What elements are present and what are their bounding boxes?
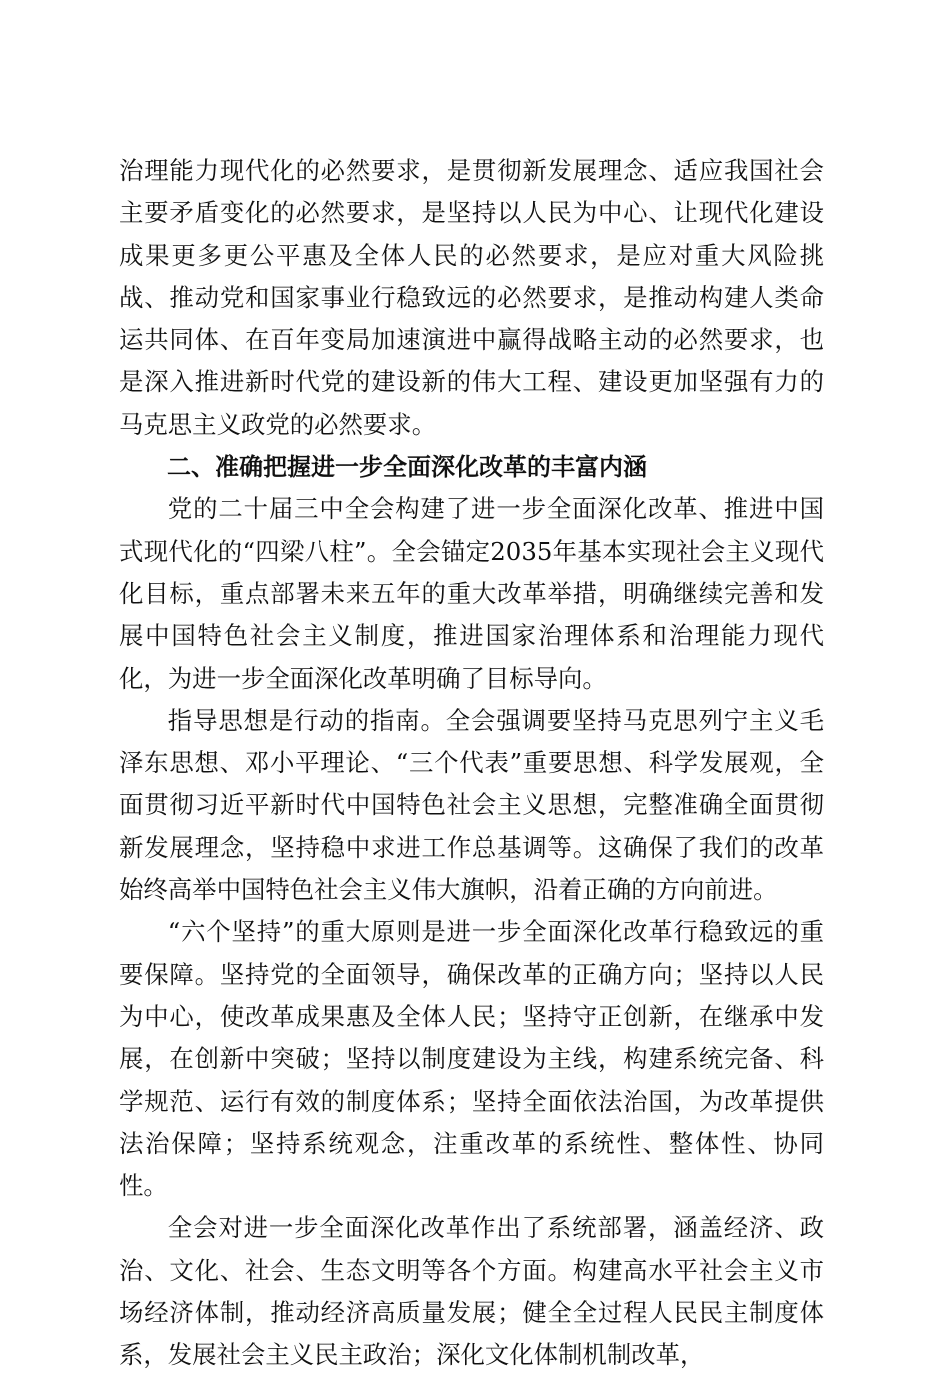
paragraph-system-deployment: 全会对进一步全面深化改革作出了系统部署，涵盖经济、政治、文化、社会、生态文明等各个方面。构建高水平社会主义市场经济体制，推动经济高质量发展；健全全过程人民民主制度体系，发展社会主义民主政治；深化文化体制机制改革， bbox=[119, 1213, 824, 1370]
document-body bbox=[119, 150, 824, 1377]
paragraph-six-principles: “六个坚持”的重大原则是进一步全面深化改革行稳致远的重要保障。坚持党的全面领导，确保改革的正确方向；坚持以人民为中心，使改革成果惠及全体人民；坚持守正创新，在继承中发展，在创新中突破；坚持以制度建设为主线，构建系统完备、科学规范、运行有效的制度体系；坚持全面依法治国，为改革提供法治保障；坚持系统观念，注重改革的系统性、整体性、协同性。 bbox=[119, 917, 824, 1201]
paragraph-four-beams: 党的二十届三中全会构建了进一步全面深化改革、推进中国式现代化的“四梁八柱”。全会锚定2035年基本实现社会主义现代化目标，重点部署未来五年的重大改革举措，明确继续完善和发展中国特色社会主义制度，推进国家治理体系和治理能力现代化，为进一步全面深化改革明确了目标导向。 bbox=[119, 494, 824, 693]
paragraph-continuation: 治理能力现代化的必然要求，是贯彻新发展理念、适应我国社会主要矛盾变化的必然要求，是坚持以人民为中心、让现代化建设成果更多更公平惠及全体人民的必然要求，是应对重大风险挑战、推动党和国家事业行稳致远的必然要求，是推动构建人类命运共同体、在百年变局加速演进中赢得战略主动的必然要求，也是深入推进新时代党的建设新的伟大工程、建设更加坚强有力的马克思主义政党的必然要求。 bbox=[119, 156, 824, 439]
section-heading: 二、准确把握进一步全面深化改革的丰富内涵 bbox=[167, 453, 647, 482]
paragraph-guiding-thought: 指导思想是行动的指南。全会强调要坚持马克思列宁主义毛泽东思想、邓小平理论、“三个代表”重要思想、科学发展观，全面贯彻习近平新时代中国特色社会主义思想，完整准确全面贯彻新发展理念，坚持稳中求进工作总基调等。这确保了我们的改革始终高举中国特色社会主义伟大旗帜，沿着正确的方向前进。 bbox=[119, 705, 824, 905]
